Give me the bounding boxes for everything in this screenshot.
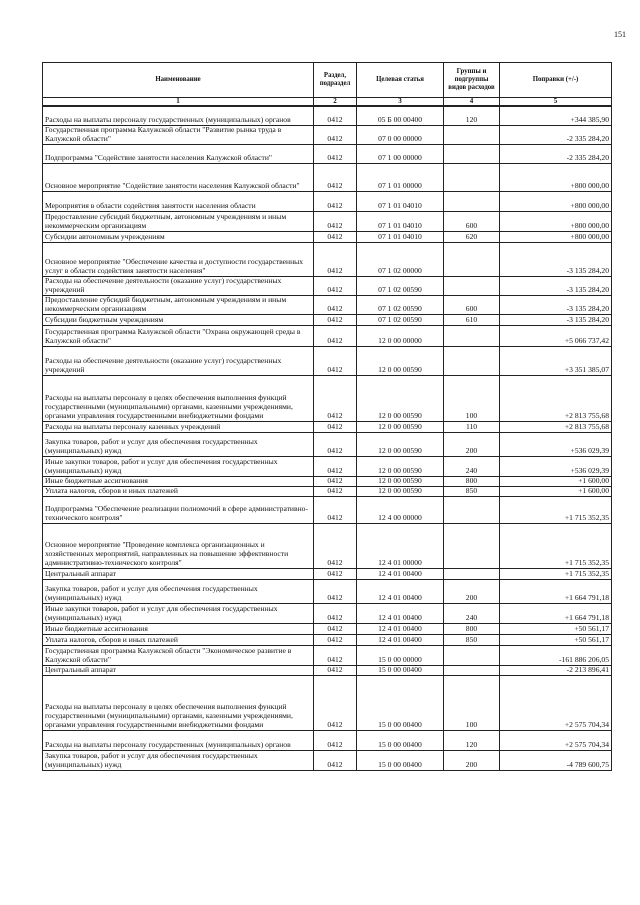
row-article: 12 4 01 00400	[357, 623, 444, 634]
row-name: Иные закупки товаров, работ и услуг для обеспечения государственных (муниципальных) нужд	[43, 603, 314, 623]
row-article: 15 0 00 00400	[357, 730, 444, 750]
row-group: 620	[444, 231, 500, 242]
row-group: 240	[444, 456, 500, 476]
row-name: Закупка товаров, работ и услуг для обеспечения государственных (муниципальных) нужд	[43, 432, 314, 456]
row-amount: +800 000,00	[500, 163, 612, 191]
row-section: 0412	[314, 421, 357, 432]
row-article: 05 Б 00 00400	[357, 106, 444, 125]
row-amount: +50 561,17	[500, 623, 612, 634]
row-article: 07 1 01 04010	[357, 191, 444, 211]
row-amount: -2 213 896,41	[500, 665, 612, 675]
row-group	[444, 568, 500, 579]
table-row	[43, 314, 612, 325]
row-group	[444, 325, 500, 346]
table-row	[43, 665, 612, 675]
row-group: 600	[444, 211, 500, 231]
row-section: 0412	[314, 211, 357, 231]
row-section: 0412	[314, 476, 357, 486]
row-group: 110	[444, 421, 500, 432]
row-name: Центральный аппарат	[43, 665, 314, 675]
row-amount: +536 029,39	[500, 456, 612, 476]
table-row	[43, 645, 612, 665]
row-article: 12 0 00 00590	[357, 346, 444, 375]
row-group	[444, 346, 500, 375]
row-article: 12 4 01 00000	[357, 523, 444, 568]
row-section: 0412	[314, 486, 357, 496]
row-group	[444, 163, 500, 191]
table-row	[43, 325, 612, 346]
table-row	[43, 231, 612, 242]
row-article: 12 0 00 00590	[357, 432, 444, 456]
table-body	[43, 106, 612, 770]
row-amount: -3 135 284,20	[500, 276, 612, 295]
row-article: 07 1 01 00000	[357, 163, 444, 191]
row-name: Расходы на обеспечение деятельности (оказание услуг) государственных учреждений	[43, 276, 314, 295]
row-group: 200	[444, 432, 500, 456]
row-section: 0412	[314, 191, 357, 211]
table-row	[43, 523, 612, 568]
row-group	[444, 191, 500, 211]
table-row	[43, 191, 612, 211]
row-amount: +2 575 704,34	[500, 675, 612, 730]
table-row	[43, 242, 612, 276]
row-article: 07 1 02 00590	[357, 314, 444, 325]
row-article: 12 4 00 00000	[357, 496, 444, 523]
row-group: 200	[444, 750, 500, 770]
row-group: 610	[444, 314, 500, 325]
table-row	[43, 579, 612, 603]
row-amount: +800 000,00	[500, 211, 612, 231]
table-row	[43, 476, 612, 486]
row-section: 0412	[314, 276, 357, 295]
row-section: 0412	[314, 325, 357, 346]
row-amount: -3 135 284,20	[500, 242, 612, 276]
row-section: 0412	[314, 665, 357, 675]
table-row	[43, 750, 612, 770]
column-number: 3	[357, 98, 444, 107]
row-section: 0412	[314, 144, 357, 163]
row-article: 15 0 00 00400	[357, 675, 444, 730]
header-group: Группы и подгруппы видов расходов	[444, 63, 500, 98]
row-section: 0412	[314, 125, 357, 144]
column-number: 4	[444, 98, 500, 107]
row-amount: +1 664 791,18	[500, 579, 612, 603]
row-article: 07 1 01 04010	[357, 231, 444, 242]
row-article: 15 0 00 00400	[357, 750, 444, 770]
row-name: Закупка товаров, работ и услуг для обеспечения государственных (муниципальных) нужд	[43, 579, 314, 603]
row-section: 0412	[314, 375, 357, 421]
row-name: Субсидии автономным учреждениям	[43, 231, 314, 242]
row-article: 07 1 00 00000	[357, 144, 444, 163]
row-section: 0412	[314, 456, 357, 476]
row-section: 0412	[314, 314, 357, 325]
row-group: 850	[444, 486, 500, 496]
row-section: 0412	[314, 163, 357, 191]
row-amount: +1 715 352,35	[500, 568, 612, 579]
row-section: 0412	[314, 106, 357, 125]
table-row	[43, 106, 612, 125]
row-group	[444, 645, 500, 665]
table-row	[43, 144, 612, 163]
table-row	[43, 421, 612, 432]
row-group: 850	[444, 634, 500, 645]
row-article: 15 0 00 00000	[357, 645, 444, 665]
row-name: Уплата налогов, сборов и иных платежей	[43, 634, 314, 645]
row-group: 800	[444, 476, 500, 486]
row-group	[444, 276, 500, 295]
row-amount: +1 600,00	[500, 486, 612, 496]
row-article: 07 1 02 00590	[357, 295, 444, 314]
row-amount: -2 335 284,20	[500, 125, 612, 144]
row-name: Предоставление субсидий бюджетным, автономным учреждениям и иным некоммерческим организациям	[43, 211, 314, 231]
row-section: 0412	[314, 346, 357, 375]
row-group: 600	[444, 295, 500, 314]
row-amount: -2 335 284,20	[500, 144, 612, 163]
row-group: 120	[444, 730, 500, 750]
row-section: 0412	[314, 568, 357, 579]
row-group	[444, 125, 500, 144]
row-amount: +1 715 352,35	[500, 523, 612, 568]
row-group	[444, 523, 500, 568]
row-section: 0412	[314, 295, 357, 314]
header-amendment: Поправки (+/-)	[500, 63, 612, 98]
row-name: Расходы на выплаты персоналу государственных (муниципальных) органов	[43, 730, 314, 750]
table-row	[43, 568, 612, 579]
table-row	[43, 295, 612, 314]
table-row	[43, 603, 612, 623]
row-name: Государственная программа Калужской области "Экономическое развитие в Калужской области"	[43, 645, 314, 665]
row-amount: +50 561,17	[500, 634, 612, 645]
row-section: 0412	[314, 231, 357, 242]
row-amount: +1 664 791,18	[500, 603, 612, 623]
row-name: Государственная программа Калужской области "Охрана окружающей среды в Калужской области"	[43, 325, 314, 346]
row-section: 0412	[314, 623, 357, 634]
column-number: 1	[43, 98, 314, 107]
row-name: Закупка товаров, работ и услуг для обеспечения государственных (муниципальных) нужд	[43, 750, 314, 770]
table-row	[43, 375, 612, 421]
row-article: 12 0 00 00590	[357, 476, 444, 486]
header-name: Наименование	[43, 63, 314, 98]
row-section: 0412	[314, 579, 357, 603]
row-amount: +1 715 352,35	[500, 496, 612, 523]
row-amount: +1 600,00	[500, 476, 612, 486]
row-name: Расходы на выплаты персоналу казенных учреждений	[43, 421, 314, 432]
row-name: Государственная программа Калужской области "Развитие рынка труда в Калужской области"	[43, 125, 314, 144]
row-name: Уплата налогов, сборов и иных платежей	[43, 486, 314, 496]
row-section: 0412	[314, 750, 357, 770]
page-number: 151	[614, 30, 626, 39]
column-number: 5	[500, 98, 612, 107]
row-amount: -4 789 600,75	[500, 750, 612, 770]
row-name: Предоставление субсидий бюджетным, автономным учреждениям и иным некоммерческим организациям	[43, 295, 314, 314]
row-section: 0412	[314, 603, 357, 623]
row-article: 12 0 00 00000	[357, 325, 444, 346]
row-amount: +536 029,39	[500, 432, 612, 456]
row-name: Основное мероприятие "Обеспечение качества и доступности государственных услуг в области содействия занятости населения"	[43, 242, 314, 276]
row-section: 0412	[314, 645, 357, 665]
table-row	[43, 634, 612, 645]
table-row	[43, 496, 612, 523]
table-row	[43, 211, 612, 231]
row-group: 120	[444, 106, 500, 125]
row-amount: +2 813 755,68	[500, 375, 612, 421]
row-article: 12 4 01 00400	[357, 603, 444, 623]
row-amount: +2 813 755,68	[500, 421, 612, 432]
row-name: Основное мероприятие "Содействие занятости населения Калужской области"	[43, 163, 314, 191]
row-article: 12 0 00 00590	[357, 421, 444, 432]
row-section: 0412	[314, 496, 357, 523]
row-section: 0412	[314, 523, 357, 568]
row-article: 12 4 01 00400	[357, 568, 444, 579]
row-name: Иные бюджетные ассигнования	[43, 623, 314, 634]
row-article: 12 0 00 00590	[357, 486, 444, 496]
row-name: Центральный аппарат	[43, 568, 314, 579]
row-amount: +5 066 737,42	[500, 325, 612, 346]
row-group: 100	[444, 675, 500, 730]
column-number: 2	[314, 98, 357, 107]
row-amount: +800 000,00	[500, 231, 612, 242]
row-group: 200	[444, 579, 500, 603]
row-article: 07 1 02 00590	[357, 276, 444, 295]
row-article: 07 0 00 00000	[357, 125, 444, 144]
table-header-row	[43, 63, 612, 98]
row-name: Иные бюджетные ассигнования	[43, 476, 314, 486]
row-article: 12 0 00 00590	[357, 456, 444, 476]
row-amount: -3 135 284,20	[500, 314, 612, 325]
row-group	[444, 496, 500, 523]
table-row	[43, 346, 612, 375]
budget-amendments-table	[42, 62, 612, 771]
row-name: Основное мероприятие "Проведение комплекса организационных и хозяйственных мероприятий, направленных на повышение эффективности административно-технического контроля"	[43, 523, 314, 568]
row-amount: -161 886 206,05	[500, 645, 612, 665]
row-amount: +2 575 704,34	[500, 730, 612, 750]
row-article: 07 1 02 00000	[357, 242, 444, 276]
table-row	[43, 456, 612, 476]
header-article: Целевая статья	[357, 63, 444, 98]
row-article: 12 4 01 00400	[357, 634, 444, 645]
row-section: 0412	[314, 675, 357, 730]
row-name: Расходы на выплаты персоналу в целях обеспечения выполнения функций государственными (муниципальными) органами, казенными учреждениями, органами управления государственными внебюджетными фондами	[43, 375, 314, 421]
row-name: Субсидии бюджетным учреждениям	[43, 314, 314, 325]
row-article: 07 1 01 04010	[357, 211, 444, 231]
row-group: 100	[444, 375, 500, 421]
row-section: 0412	[314, 432, 357, 456]
header-section: Раздел, подраздел	[314, 63, 357, 98]
table-row	[43, 486, 612, 496]
row-section: 0412	[314, 634, 357, 645]
table-row	[43, 675, 612, 730]
row-amount: +3 351 385,07	[500, 346, 612, 375]
row-amount: +344 385,90	[500, 106, 612, 125]
row-article: 12 4 01 00400	[357, 579, 444, 603]
row-amount: +800 000,00	[500, 191, 612, 211]
row-group	[444, 144, 500, 163]
row-group	[444, 665, 500, 675]
row-amount: -3 135 284,20	[500, 295, 612, 314]
row-article: 15 0 00 00400	[357, 665, 444, 675]
table-row	[43, 432, 612, 456]
row-name: Иные закупки товаров, работ и услуг для обеспечения государственных (муниципальных) нужд	[43, 456, 314, 476]
row-group: 800	[444, 623, 500, 634]
row-section: 0412	[314, 242, 357, 276]
column-number-row	[43, 98, 612, 107]
table-row	[43, 730, 612, 750]
table-row	[43, 623, 612, 634]
row-group: 240	[444, 603, 500, 623]
table-row	[43, 125, 612, 144]
row-name: Расходы на обеспечение деятельности (оказание услуг) государственных учреждений	[43, 346, 314, 375]
row-article: 12 0 00 00590	[357, 375, 444, 421]
row-name: Расходы на выплаты персоналу государственных (муниципальных) органов	[43, 106, 314, 125]
row-name: Расходы на выплаты персоналу в целях обеспечения выполнения функций государственными (муниципальными) органами, казенными учреждениями, органами управления государственными внебюджетными фондами	[43, 675, 314, 730]
row-name: Мероприятия в области содействия занятости населения области	[43, 191, 314, 211]
row-section: 0412	[314, 730, 357, 750]
row-group	[444, 242, 500, 276]
row-name: Подпрограмма "Обеспечение реализации полномочий в сфере административно-технического контроля"	[43, 496, 314, 523]
row-name: Подпрограмма "Содействие занятости населения Калужской области"	[43, 144, 314, 163]
table-row	[43, 276, 612, 295]
table-row	[43, 163, 612, 191]
